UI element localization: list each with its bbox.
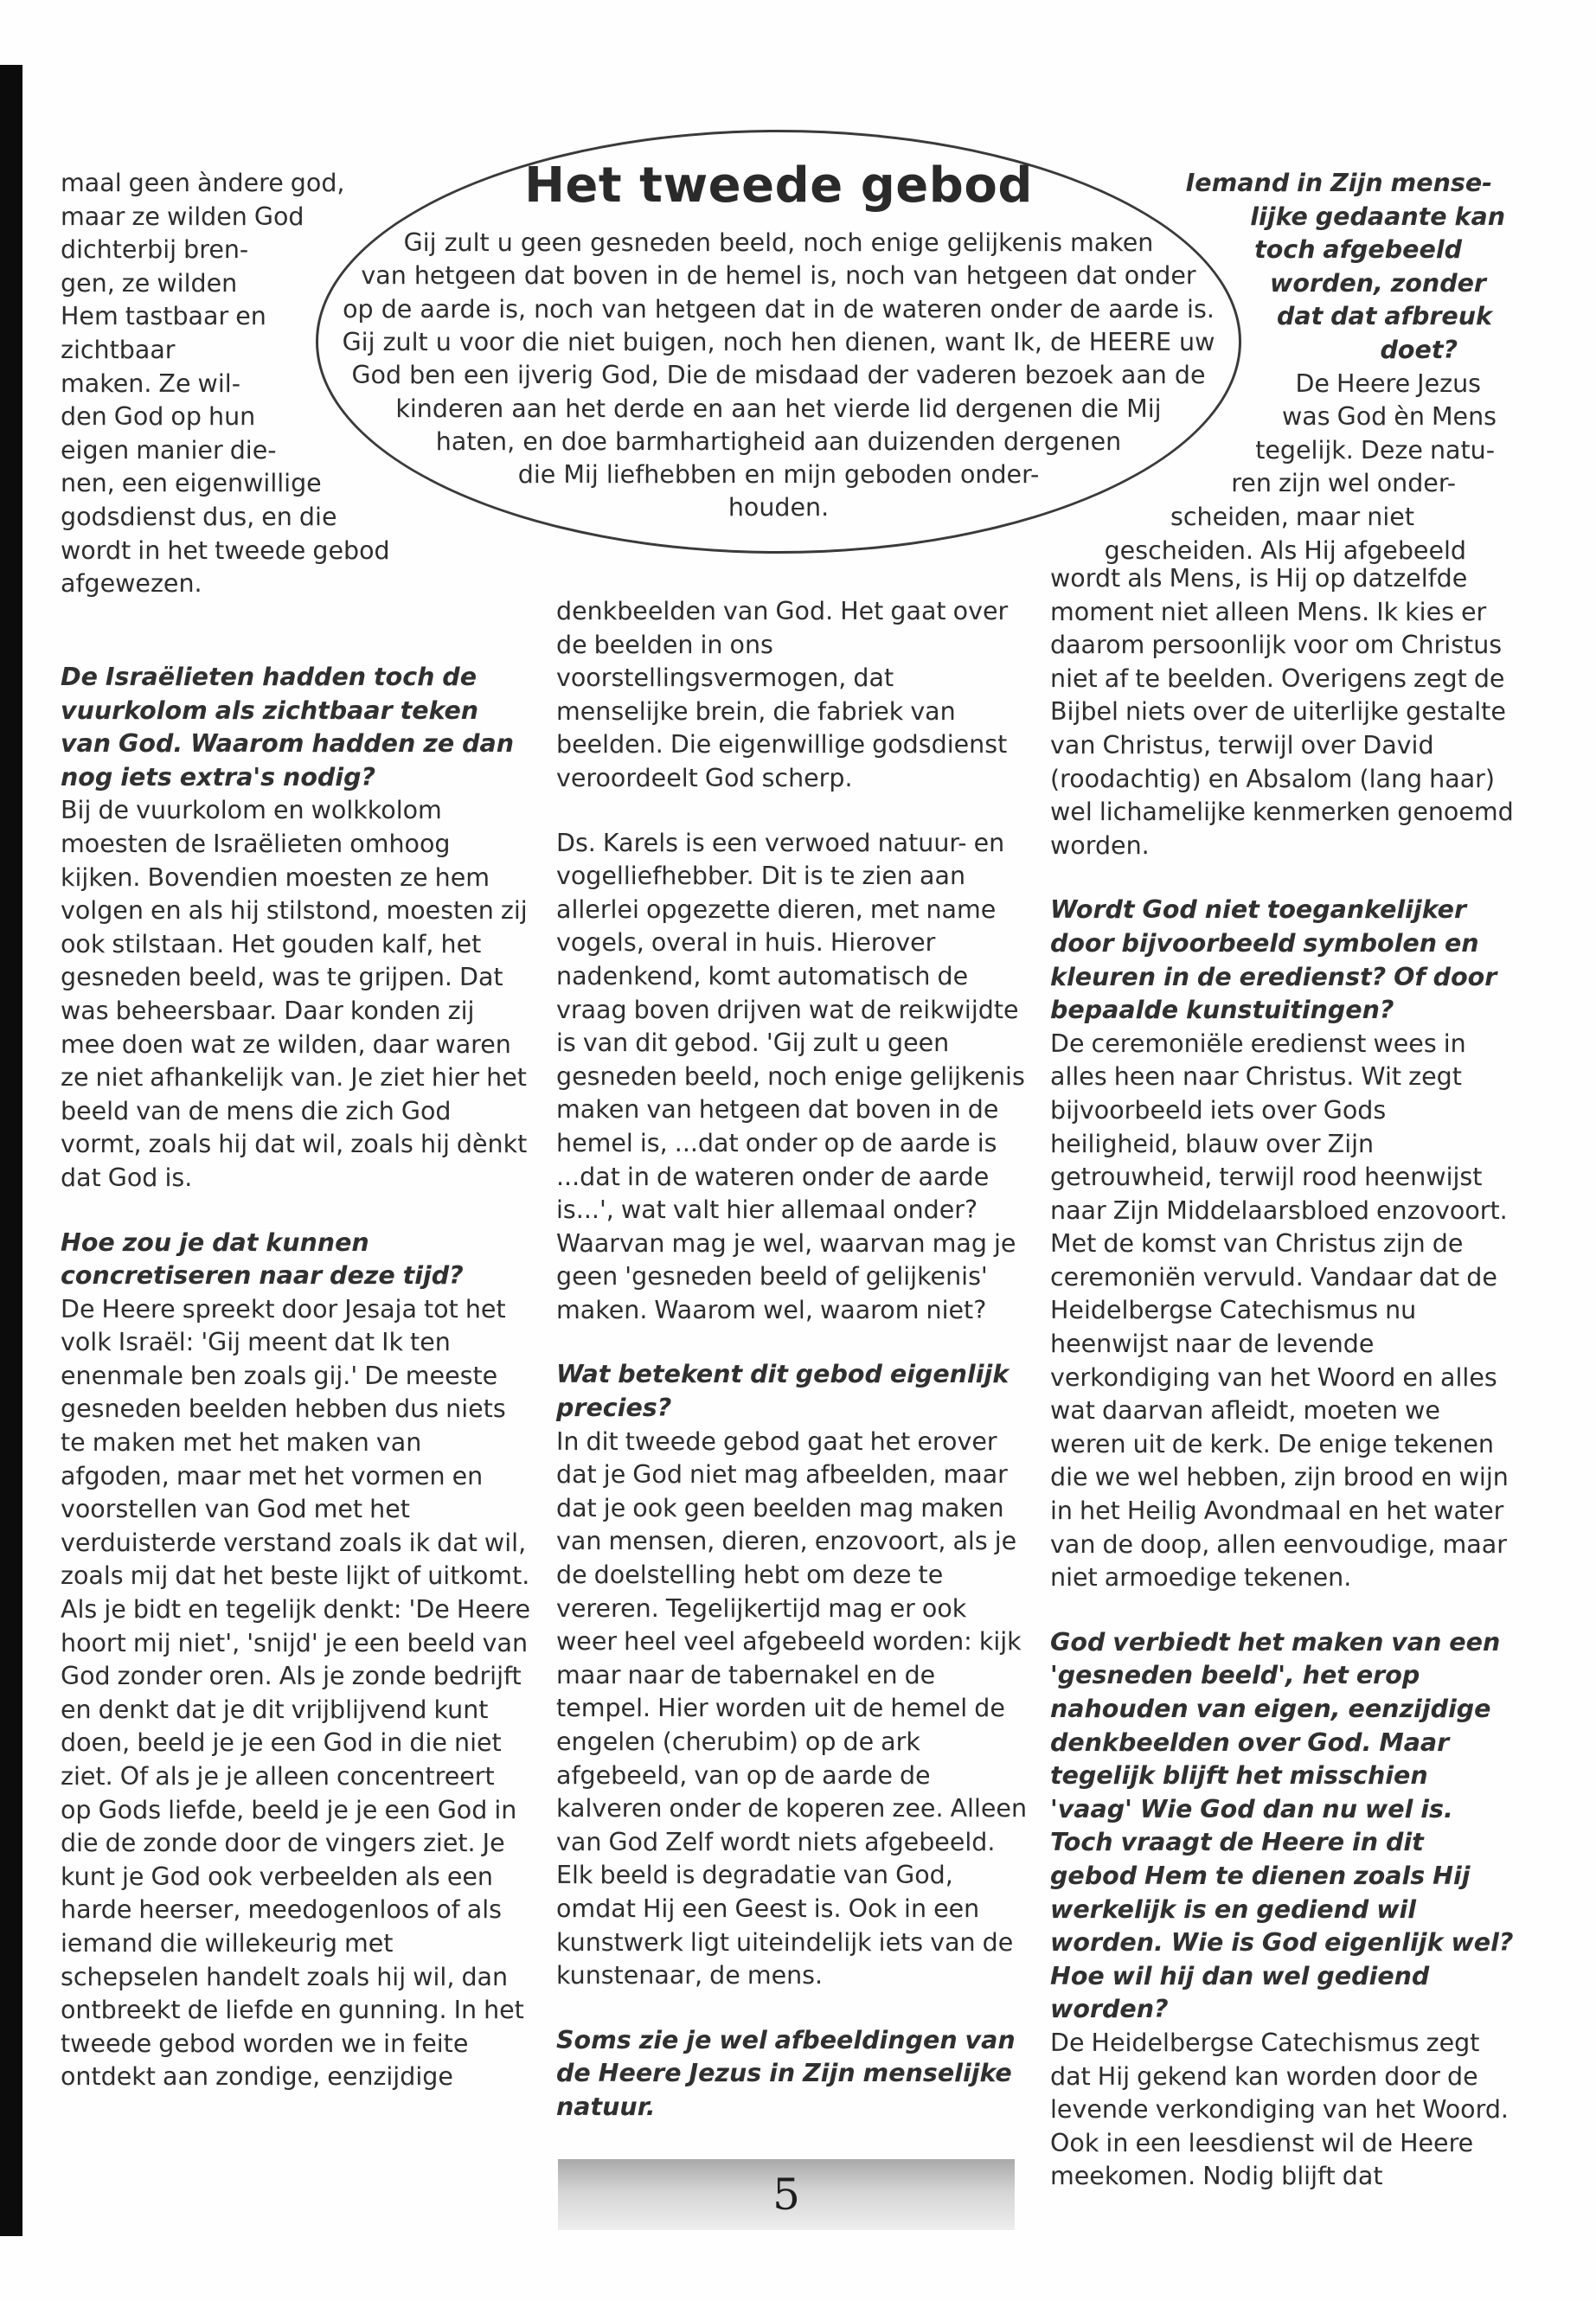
column-3-line: scheiden, maar niet <box>1170 503 1414 531</box>
column-3-question-line: dat dat afbreuk <box>1276 302 1492 331</box>
column-3-line: was God èn Mens <box>1281 402 1497 432</box>
commandment-line: haten, en doe barmhartigheid aan duizenden dergenen <box>435 426 1122 456</box>
interview-answer: wordt als Mens, is Hij op datzelfde moment niet alleen Mens. Ik kies er daarom persoonlijk voor om Christus niet af te beelden. Overigens zegt de Bijbel niets over de uiterlijke gestalte van Christus, terwijl over David (roodachtig) en Absalom (lang haar) wel lichamelijke kenmerken genoemd worden. <box>1050 564 1514 860</box>
column-3-question-line: doet? <box>1380 336 1458 364</box>
column-3-line: ren zijn wel onder- <box>1231 469 1456 498</box>
column-3 <box>1050 562 1517 2194</box>
interview-answer: denkbeelden van God. Het gaat over de beelden in ons voorstellingsvermogen, dat menselijke brein, die fabriek van beelden. Die eigenwillige godsdienst veroordeelt God scherp. <box>556 597 1009 792</box>
article-title: Het tweede gebod <box>524 157 1033 214</box>
interview-question: Wat betekent dit gebod eigenlijk precies? <box>556 1360 1010 1423</box>
interview-question: Hoe zou je dat kunnen concretiseren naar deze tijd? <box>61 1227 464 1291</box>
column-1-line: maar ze wilden God <box>61 202 304 231</box>
commandment-line: houden. <box>727 493 830 522</box>
column-3-line: De Heere Jezus <box>1295 369 1481 398</box>
column-3-question-line: lijke gedaante kan <box>1250 202 1505 231</box>
commandment-line: Gij zult u voor die niet buigen, noch hen dienen, want Ik, de HEERE uw <box>342 327 1215 356</box>
page-number: 5 <box>772 2170 800 2220</box>
interview-answer: De Heidelbergse Catechismus zegt dat Hij gekend kan worden door de levende verkondiging van het Woord. Ook in een leesdienst wil de Heere meekomen. Nodig blijft dat <box>1050 2028 1509 2191</box>
column-3-question-line: toch afgebeeld <box>1254 235 1462 265</box>
column-3-line: tegelijk. Deze natu- <box>1255 435 1495 465</box>
column-1-line: nen, een eigenwillige <box>61 469 322 498</box>
interview-question: God verbiedt het maken van een 'gesneden beeld', het erop nahouden van eigen, eenzijdige denkbeelden over God. Maar tegelijk blijft het misschien 'vaag' Wie God dan nu wel is. Toch vraagt de Heere in dit gebod Hem te dienen zoals Hij werkelijk is en gediend wil worden. Wie is God eigenlijk wel? Hoe wil hij dan wel gediend worden? <box>1050 1627 1514 2024</box>
column-1-line: dichterbij bren- <box>61 235 249 265</box>
commandment-line: op de aarde is, noch van hetgeen dat in de wateren onder de aarde is. <box>343 294 1215 324</box>
interview-answer: Bij de vuurkolom en wolkkolom moesten de Israëlieten omhoog kijken. Bovendien moesten ze hem volgen en als hij stilstond, moesten zij ook stilstaan. Het gouden kalf, het gesneden beeld, was te grijpen. Dat was beheersbaar. Daar konden zij mee doen wat ze wilden, daar waren ze niet afhankelijk van. Je ziet hier het beeld van de mens die zich God vormt, zoals hij dat wil, zoals hij dènkt dat God is. <box>61 796 528 1192</box>
interview-answer: De Heere spreekt door Jesaja tot het volk Israël: 'Gij meent dat Ik ten enenmale ben zoals gij.' De meeste gesneden beelden hebben dus niets te maken met het maken van afgoden, maar met het vormen en voorstellen van God met het verduisterde verstand zoals ik dat wil, zoals mij dat het beste lijkt of uitkomt. Als je bidt en tegelijk denkt: 'De Heere hoort mij niet', 'snijd' je een beeld van God zonder oren. Als je zonde bedrijft en denkt dat je dit vrijblijvend kunt doen, beeld je je een God in die niet ziet. Of als je je alleen concentreert op Gods liefde, beeld je je een God in die de zonde door de vingers ziet. Je kunt je God ook verbeelden als een harde heerser, meedogenloos of als iemand die willekeurig met schepselen handelt zoals hij wil, dan ontbreekt de liefde en gunning. In het tweede gebod worden we in feite ontdekt aan zondige, eenzijdige <box>61 1294 531 2092</box>
column-1 <box>61 630 532 2094</box>
column-1-line: godsdienst dus, en die <box>61 503 337 531</box>
interview-question: Soms zie je wel afbeeldingen van de Heere Jezus in Zijn menselijke natuur. <box>556 2025 1016 2121</box>
commandment-line: van hetgeen dat boven in de hemel is, noch van hetgeen dat onder <box>361 261 1196 291</box>
column-1-line: zichtbaar <box>61 336 176 364</box>
commandment-line: die Mij liefhebben en mijn geboden onder- <box>517 460 1040 490</box>
interview-answer: In dit tweede gebod gaat het erover dat je God niet mag afbeelden, maar dat je ook geen beelden mag maken van mensen, dieren, enzovoort, als je de doelstelling hebt om deze te vereren. Tegelijkertijd mag er ook weer heel veel afgebeeld worden: kijk maar naar de tabernakel en de tempel. Hier worden uit de hemel de engelen (cherubim) op de ark afgebeeld, van op de aarde de kalveren onder de koperen zee. Alleen van God Zelf wordt niets afgebeeld. Elk beeld is degradatie van God, omdat Hij een Geest is. Ook in een kunstwerk ligt uiteindelijk iets van de kunstenaar, de mens. <box>556 1426 1028 1990</box>
column-3-question-line: Iemand in Zijn mense- <box>1185 169 1492 197</box>
commandment-line: God ben een ijverig God, Die de misdaad der vaderen bezoek aan de <box>351 361 1206 390</box>
interview-answer: Ds. Karels is een verwoed natuur- en vogelliefhebber. Dit is te zien aan allerlei opgezette dieren, met name vogels, overal in huis. Hierover nadenkend, komt automatisch de vraag boven drijven wat de reikwijdte is van dit gebod. 'Gij zult u geen gesneden beeld, noch enige gelijkenis maken van hetgeen dat boven in de hemel is, ...dat onder op de aarde is ...dat in de wateren onder de aarde is...', wat valt hier allemaal onder? Waarvan mag je wel, waarvan mag je geen 'gesneden beeld of gelijkenis' maken. Waarom wel, waarom niet? <box>556 828 1025 1324</box>
column-1-line: den God op hun <box>61 402 256 432</box>
column-1-line: maal geen àndere god, <box>61 169 345 197</box>
column-2 <box>556 595 1028 2125</box>
column-1-line: wordt in het tweede gebod <box>61 535 390 565</box>
column-3-question-line: worden, zonder <box>1270 268 1486 298</box>
column-1-line: maken. Ze wil- <box>61 369 240 398</box>
scan-edge <box>0 65 22 2236</box>
column-1-line: afgewezen. <box>61 569 202 599</box>
interview-question: Wordt God niet toegankelijker door bijvoorbeeld symbolen en kleuren in de eredienst? Of door bepaalde kunstuitingen? <box>1050 895 1497 1025</box>
column-1-line: Hem tastbaar en <box>61 302 266 331</box>
commandment-line: kinderen aan het derde en aan het vierde lid dergenen die Mij <box>395 394 1162 423</box>
commandment-line: Gij zult u geen gesneden beeld, noch enige gelijkenis maken <box>403 228 1154 257</box>
column-1-line: eigen manier die- <box>61 435 277 465</box>
interview-answer: De ceremoniële eredienst wees in alles heen naar Christus. Wit zegt bijvoorbeeld iets over Gods heiligheid, blauw over Zijn getrouwheid, terwijl rood heenwijst naar Zijn Middelaarsbloed enzovoort. Met de komst van Christus zijn de ceremoniën vervuld. Vandaar dat de Heidelbergse Catechismus nu heenwijst naar de levende verkondiging van het Woord en alles wat daarvan afleidt, moeten we weren uit de kerk. De enige tekenen die we wel hebben, zijn brood en wijn in het Heilig Avondmaal en het water van de doop, allen eenvoudige, maar niet armoedige tekenen. <box>1050 1029 1509 1593</box>
column-3-line: gescheiden. Als Hij afgebeeld <box>1104 535 1466 565</box>
interview-question: De Israëlieten hadden toch de vuurkolom als zichtbaar teken van God. Waarom hadden ze dan nog iets extra's nodig? <box>61 663 514 792</box>
column-1-line: gen, ze wilden <box>61 268 238 298</box>
